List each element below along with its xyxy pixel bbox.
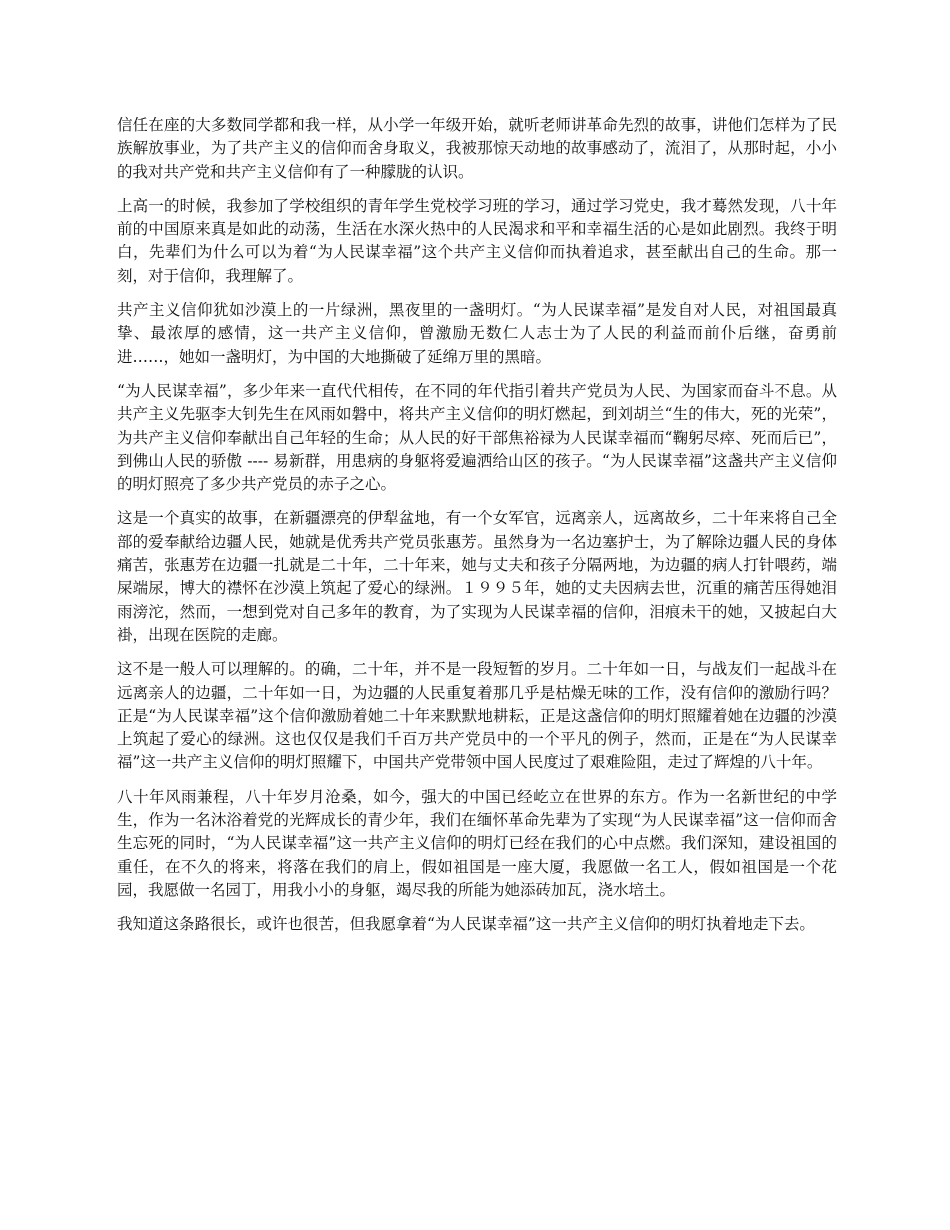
paragraph-7: 八十年风雨兼程，八十年岁月沧桑，如今，强大的中国已经屹立在世界的东方。作为一名新世纪的中学生，作为一名沐浴着党的光辉成长的青少年，我们在缅怀革命先辈为了实现“为人民谋幸福”这一信仰而舍生忘死的同时，“为人民谋幸福”这一共产主义信仰的明灯已经在我们的心中点燃。我们深知，建设祖国的重任，在不久的将来，将落在我们的肩上，假如祖国是一座大厦，我愿做一名工人，假如祖国是一个花园，我愿做一名园丁，用我小小的身躯，竭尽我的所能为她添砖加瓦，浇水培土。 — [117, 787, 837, 899]
paragraph-8: 我知道这条路很长，或许也很苦，但我愿拿着“为人民谋幸福”这一共产主义信仰的明灯执着地走下去。 — [117, 915, 815, 934]
paragraph-1: 信任在座的大多数同学都和我一样，从小学一年级开始，就听老师讲革命先烈的故事，讲他们怎样为了民族解放事业，为了共产主义的信仰而舍身取义，我被那惊天动地的故事感动了，流泪了，从那时起，小小的我对共产党和共产主义信仰有了一种朦胧的认识。 — [117, 116, 837, 181]
paragraph-5: 这是一个真实的故事，在新疆漂亮的伊犁盆地，有一个女军官，远离亲人，远离故乡，二十年来将自己全部的爱奉献给边疆人民，她就是优秀共产党员张惠芳。虽然身为一名边塞护士，为了解除边疆人民的身体痛苦，张惠芳在边疆一扎就是二十年，二十年来，她与丈夫和孩子分隔两地，为边疆的病人打针喂药，端屎端尿，博大的襟怀在沙漠上筑起了爱心的绿洲。１９９５年，她的丈夫因病去世，沉重的痛苦压得她泪雨滂沱，然而，一想到党对自己多年的教育，为了实现为人民谋幸福的信仰，泪痕未干的她，又披起白大褂，出现在医院的走廊。 — [117, 509, 837, 644]
paragraph-3: 共产主义信仰犹如沙漠上的一片绿洲，黑夜里的一盏明灯。“为人民谋幸福”是发自对人民，对祖国最真挚、最浓厚的感情，这一共产主义信仰，曾激励无数仁人志士为了人民的利益而前仆后继，奋勇前进……，她如一盏明灯，为中国的大地撕破了延绵万里的黑暗。 — [117, 301, 837, 366]
paragraph-6: 这不是一般人可以理解的。的确，二十年，并不是一段短暂的岁月。二十年如一日，与战友们一起战斗在远离亲人的边疆，二十年如一日，为边疆的人民重复着那几乎是枯燥无味的工作，没有信仰的激励行吗？正是“为人民谋幸福”这个信仰激励着她二十年来默默地耕耘，正是这盏信仰的明灯照耀着她在边疆的沙漠上筑起了爱心的绿洲。这也仅仅是我们千百万共产党员中的一个平凡的例子，然而，正是在“为人民谋幸福”这一共产主义信仰的明灯照耀下，中国共产党带领中国人民度过了艰难险阻，走过了辉煌的八十年。 — [117, 660, 837, 772]
document-body — [117, 114, 837, 948]
paragraph-4: “为人民谋幸福”，多少年来一直代代相传，在不同的年代指引着共产党员为人民、为国家而奋斗不息。从共产主义先驱李大钊先生在风雨如磐中，将共产主义信仰的明灯燃起，到刘胡兰“生的伟大，死的光荣”，为共产主义信仰奉献出自己年轻的生命；从人民的好干部焦裕禄为人民谋幸福而“鞠躬尽瘁、死而后已”，到佛山人民的骄傲 ---- 易新群，用患病的身躯将爱遍洒给山区的孩子。“为人民谋幸福”这盏共产主义信仰的明灯照亮了多少共产党员的赤子之心。 — [117, 381, 837, 494]
paragraph-2: 上高一的时候，我参加了学校组织的青年学生党校学习班的学习，通过学习党史，我才蓦然发现，八十年前的中国原来真是如此的动荡，生活在水深火热中的人民渴求和平和幸福生活的心是如此剧烈。我终于明白，先辈们为什么可以为着“为人民谋幸福”这个共产主义信仰而执着追求，甚至献出自己的生命。那一刻，对于信仰，我理解了。 — [117, 196, 837, 285]
